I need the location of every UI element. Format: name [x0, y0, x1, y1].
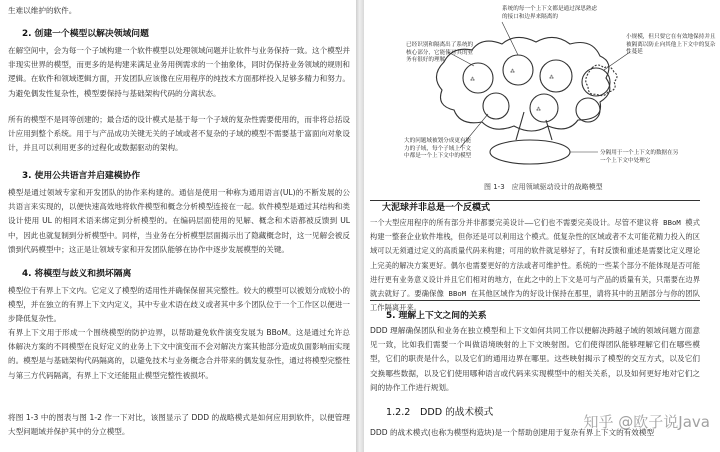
book-spine [356, 0, 364, 452]
figure-note-subdomains: 大的问题域被划分成更有能力的子域，每个子域上下文中都是一个上下文中的模型 [404, 138, 472, 160]
figure-note-interfaces: 系统的每一个上下文都是通过深思熟虑的接口和边界来隔离的 [502, 6, 598, 20]
glyph-2: ⁂ [510, 69, 515, 75]
glyph-4: ⁂ [536, 107, 541, 113]
sidebar-bottom-rule [370, 300, 700, 301]
glyph-3: ⁂ [549, 75, 554, 81]
section-heading-2: 2. 创建一个模型以解决领域问题 [22, 29, 149, 39]
sidebar-text: 一个大型应用程序的所有部分并非都要完美设计——它们也不需要完美设计。尽管不建议将 BBoM 模式构建一整套企业软件堆栈，但你还是可以利用这个模式。低复杂性的区域或者不太可能花精力投入的区域可以无须通过定义的高质量代码来构建；可用的软件就足够好了，有时反馈和重述是需要比定义理论上完美的解决方案更好。偶尔也需要更好的方法或者可维护性。系统的一些某个部分不能体现是否可能进行更有业务意义设计并且它们相对的地方，在此之中的上下文是可与产品的质量有关，只需要在边界就去就好了。要确保像 BBoM 在其他区域作为的好设计保持在那里，请将其中的丑陋部分与你的团队工作隔离开来。 [370, 218, 700, 313]
paragraph-figure-ref: 将图 1-3 中的图表与图 1-2 作一下对比，该图显示了 DDD 的战略模式是如何应用到软件，以便管理大型问题域并保护其中的分立模型。 [8, 413, 350, 437]
paragraph-language: 模型是通过领域专家和开发团队的协作来构建的。通信是使用一种称为通用语言(UL)的不断发展的公共语言来实现的，以便快速高效地将软件模型和概念分析模型连接在一起。软件模型是通过其结构和类设计使用 UL 的相同术语来绑定到分析模型的。在编码层面使用的见解、概念和术语都被反馈到 UL 中，因此也就复制到分析模型中。同样，当业务在分析模型层面揭示出了隐藏概念时，这一见解会被反馈到代码模型中；这正是让领域专家和开发团队能够在协作中逐步发展模型的关键。 [8, 188, 350, 254]
left-page [0, 0, 356, 452]
bottom-ellipse [490, 140, 570, 164]
context-circle-1 [463, 63, 493, 93]
paragraph-model: 在解空间中，会为每一个子域构建一个软件模型以处理领域问题并让软件与业务保持一致。这个模型并非现实世界的模型，而更多的是构建来满足业务用例需求的一个抽象体，同时仍保持业务领域的规则和逻辑。在软件和领域逻辑方面，开发团队应该像在应用程序的纯技术方面那样投入足够多精力和努力。为避免偶发性复杂性，模型要保持与基础架构代码的分离状态。 [8, 46, 350, 98]
figure-caption: 图 1-3 应用领域驱动设计的战略模型 [484, 183, 603, 191]
context-circle-7 [576, 98, 600, 122]
paragraph-isolation: 模型位于有界上下文内。它定义了模型的适用性并确保保留其完整性。较大的模型可以被划分成较小的模型，并在独立的有界上下文内定义，其中专业术语在歧义或者其中多个团队位于一个工作区以便进一步降低复杂性。 [8, 286, 350, 324]
figure-note-small: 小规模，但只要它在有效地保持并且被隔离以防止向其他上下文中的复杂性蔓延 [626, 34, 716, 56]
sidebar-title: 大泥球并非总是一个反模式 [382, 203, 491, 213]
section-heading-5: 5. 理解上下文之间的关系 [386, 311, 487, 321]
context-circle-6 [530, 94, 558, 122]
intro-text: 生难以维护的软件。 [8, 6, 77, 15]
figure-note-core: 已经识别和隔离出了系统的核心部分，它能使对其的业务有很好的理解 [406, 42, 474, 64]
right-page [364, 0, 720, 452]
context-circle-2 [503, 55, 533, 85]
paragraph-design: 所有的模型不是同等创建的；最合适的设计模式是基于每一个子域的复杂性需要使用的，而非将总括设计应用到整个系统。用于与产品成功关键无关的子域或者不复杂的子域的模型不需要基于富面向对象设计，并且可以利用更多的过程化或数据驱动的架构。 [8, 115, 350, 153]
section-heading-122: 1.2.2 DDD 的战术模式 [386, 407, 494, 418]
glyph-1: ⁂ [470, 77, 475, 83]
paragraph-bounded-context: 有界上下文用于形成一个围绕模型的防护边界，以帮助避免软件演变发展为 BBoM。这是通过允许总体解决方案的不同模型在良好定义的业务上下文中演变而不会对解决方案其他部分造成负面影响而实现的。模型是与基础架构代码隔离的，以避免技术与业务概念合并带来的偶发复杂性，通过将模型完整性与第三方代码隔离，有界上下文还能阻止模型完整性被损坏。 [8, 328, 350, 380]
context-circle-3 [540, 60, 572, 92]
paragraph-relationships: DDD 理解确保团队和业务在独立模型和上下文如何共同工作以便解决跨越子域的领域问题方面意见一致，比如我们需要一个叫做语境映射的上下文映射图。它们使得团队能够理解它们在哪些模型，它们的职责是什么，以及它们的通用边界在哪里。这些映射揭示了模型的交互方式，以及它们交换哪些数据，以及它们使用哪种语言或代码来实现模型中的相关关系，以及如何更好地对它们之间的协作工作进行规划。 [370, 326, 700, 392]
section-heading-4: 4. 将模型与歧义和损坏隔离 [22, 269, 132, 279]
section-heading-3: 3. 使用公共语言并启建模协作 [22, 171, 141, 181]
watermark: 知乎 @欧子说Java [583, 413, 710, 431]
figure-note-separation: 分隔用于一个上下文的数据在另一个上下文中处理它 [600, 150, 679, 164]
paragraph-tactical: DDD 的战术模式(也称为模型构造块)是一个帮助创建用于复杂有界上下文的有效模型 [370, 428, 655, 437]
